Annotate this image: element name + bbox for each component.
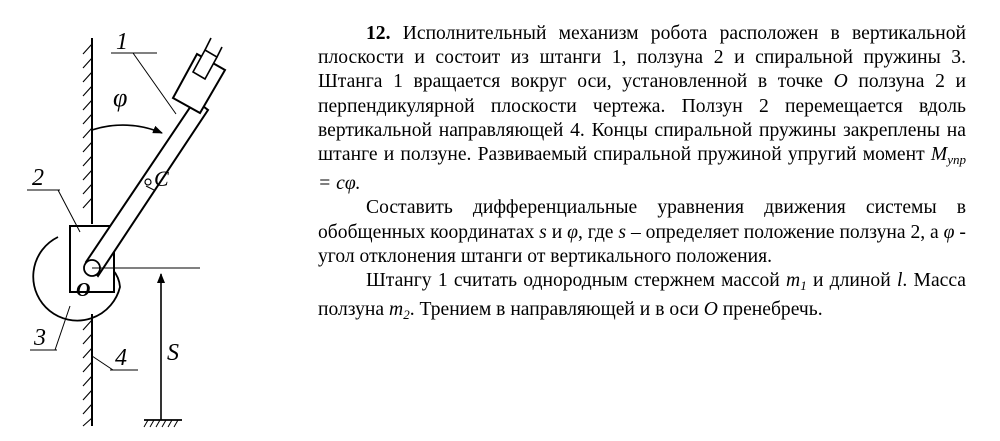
- p3-text-b: и длиной: [812, 270, 891, 292]
- p3-text-c: . Масса ползуна: [318, 270, 966, 321]
- p3-m2-symbol: m: [389, 299, 404, 321]
- label-slider: 2: [32, 165, 44, 191]
- p3-text-e: пренебречь.: [722, 299, 823, 321]
- p2-phi-symbol-1: φ: [567, 221, 578, 243]
- p2-text-a: Составить дифференциальные уравнения движения системы в обобщенных координатах: [318, 197, 966, 243]
- p2-text-d: – определяет положение ползуна 2, а: [630, 221, 939, 243]
- label-center-c: C: [154, 166, 169, 191]
- label-coordinate-s: S: [167, 340, 179, 366]
- p1-text-2: ползуна 2 и перпендикулярной плоскости чертежа. Ползун 2 перемещается вдоль вертикальной направляющей 4. Концы спиральной пружины закреплены на штанге и ползуне. Развиваемый спиральной пружиной упругий момент: [318, 71, 966, 166]
- p2-s-symbol-1: s: [539, 221, 547, 243]
- problem-paragraph-1: [318, 22, 966, 196]
- label-spring: 3: [34, 325, 46, 351]
- mechanism-figure: [0, 0, 300, 441]
- p3-m1-symbol: m: [786, 270, 801, 292]
- p3-m2-subscript: 2: [403, 307, 410, 323]
- center-of-mass-dot: [145, 179, 151, 185]
- p1-moment-subscript: упр: [947, 152, 966, 168]
- p3-m1-subscript: 1: [800, 278, 807, 294]
- label-rod: 1: [116, 29, 128, 55]
- angle-arc: [92, 125, 162, 133]
- p3-length-symbol: l: [896, 270, 903, 292]
- problem-number: 12.: [366, 23, 391, 44]
- label-angle-phi: φ: [113, 83, 128, 112]
- p3-text-a: Штангу 1 считать однородным стержнем массой: [366, 270, 780, 292]
- p1-moment-symbol: M: [930, 144, 948, 166]
- label-guide: 4: [115, 345, 127, 371]
- p1-text: Исполнительный механизм робота расположен в вертикальной плоскости и состоит из штанги 1, ползуна 2 и спиральной пружины 3. Штанга 1 вращается вокруг оси, установленной в точке: [318, 23, 967, 93]
- p3-point-o: O: [703, 299, 718, 321]
- p2-text-b: и: [551, 221, 563, 243]
- leader-lines: [27, 53, 176, 370]
- problem-text: [318, 22, 966, 327]
- p1-moment-equation: = cφ.: [318, 173, 361, 195]
- rod: [86, 38, 225, 276]
- p3-text-d: . Трением в направляющей и в оси: [409, 299, 699, 321]
- p2-text-c: , где: [577, 221, 614, 243]
- p2-text-e: - угол отклонения штанги от вертикального положения.: [318, 221, 966, 267]
- problem-paragraph-3: [318, 269, 966, 327]
- p2-phi-symbol-2: φ: [943, 221, 955, 243]
- p1-point-o: O: [833, 71, 848, 93]
- p2-s-symbol-2: s: [618, 221, 627, 243]
- problem-paragraph-2: [318, 196, 966, 269]
- label-pivot-o: O: [76, 279, 91, 301]
